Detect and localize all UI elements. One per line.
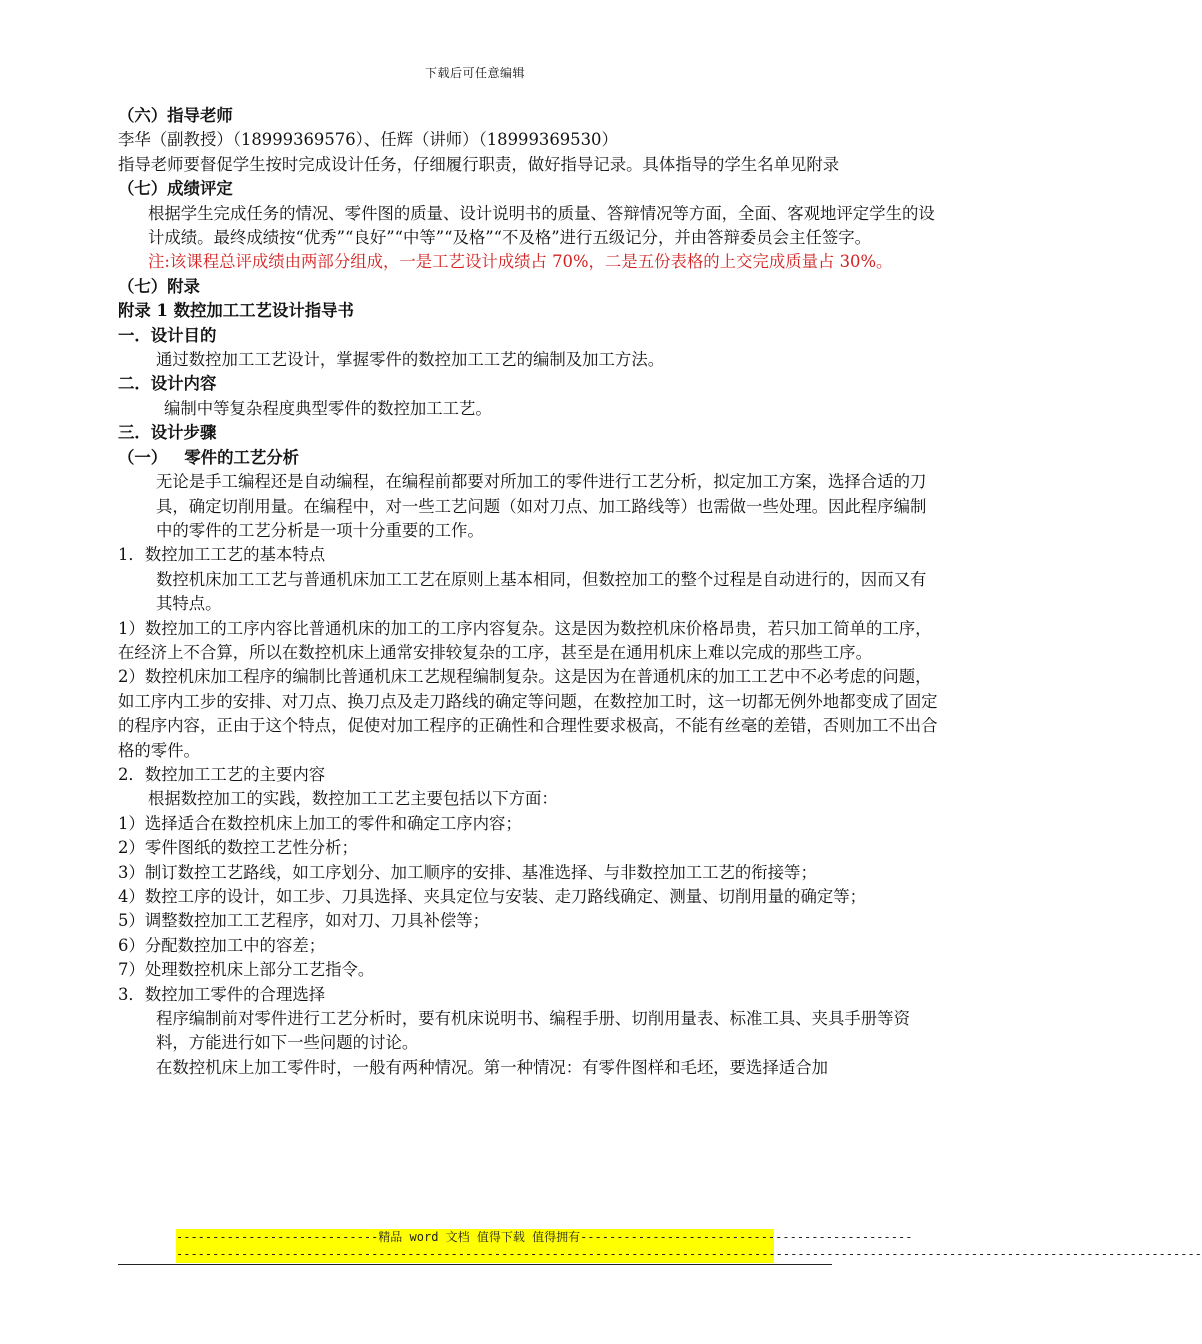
document-body bbox=[118, 104, 942, 1080]
page-header: 下载后可任意编辑 bbox=[424, 66, 525, 80]
list-item: 1）数控加工的工序内容比普通机床的加工的工序内容复杂。这是因为数控机床价格昂贵，若只加工简单的工序，在经济上不合算，所以在数控机床上通常安排较复杂的工序，甚至是在通用机床上难以完成的那些工序。 bbox=[118, 618, 932, 662]
list-item: 3）制订数控工艺路线，如工序划分、加工顺序的安排、基准选择、与非数控加工工艺的衔接等； bbox=[118, 862, 817, 882]
numbered-heading: 2．数控加工工艺的主要内容 bbox=[118, 764, 326, 784]
paragraph: 根据数控加工的实践，数控加工工艺主要包括以下方面： bbox=[148, 789, 558, 809]
numbered-heading: 1．数控加工工艺的基本特点 bbox=[118, 545, 326, 565]
footer-dash-line: ---------------------------------------------------------------------------------------------------------------------------------------------- bbox=[176, 1247, 1202, 1261]
paragraph: 无论是手工编程还是自动编程，在编程前都要对所加工的零件进行工艺分析，拟定加工方案，选择合适的刀具，确定切削用量。在编程中，对一些工艺问题（如对刀点、加工路线等）也需做一些处理。因此程序编制中的零件的工艺分析是一项十分重要的工作。 bbox=[156, 472, 927, 540]
section-heading-instructors: （六）指导老师 bbox=[118, 106, 233, 125]
instructor-names: 李华（副教授）（18999369576）、任辉（讲师）（18999369530） bbox=[118, 130, 618, 150]
paragraph: 数控机床加工工艺与普通机床加工工艺在原则上基本相同，但数控加工的整个过程是自动进行的，因而又有其特点。 bbox=[156, 569, 927, 614]
list-item: 2）零件图纸的数控工艺性分析； bbox=[118, 838, 358, 858]
list-item: 7）处理数控机床上部分工艺指令。 bbox=[118, 960, 375, 980]
subheading-part-analysis: （一） 零件的工艺分析 bbox=[118, 447, 300, 467]
list-item: 2）数控机床加工程序的编制比普通机床工艺规程编制复杂。这是因为在普通机床的加工工艺中不必考虑的问题，如工序内工步的安排、对刀点、换刀点及走刀路线的确定等问题，在数控加工时，这一切都无例外地都变成了固定的程序内容，正由于这个特点，促使对加工程序的正确性和合理性要求极高，不能有丝毫的差错，否则加工不出合格的零件。 bbox=[118, 667, 938, 760]
list-item: 5）调整数控加工工艺程序，如对刀、刀具补偿等； bbox=[118, 911, 490, 931]
heading-design-steps: 三．设计步骤 bbox=[118, 423, 217, 443]
heading-design-content: 二．设计内容 bbox=[118, 374, 217, 394]
grading-note: 注:该课程总评成绩由两部分组成，一是工艺设计成绩占 70%，二是五份表格的上交完成质量占 30%。 bbox=[148, 252, 893, 272]
paragraph: 指导老师要督促学生按时完成设计任务，仔细履行职责，做好指导记录。具体指导的学生名单见附录 bbox=[118, 154, 840, 174]
paragraph: 编制中等复杂程度典型零件的数控加工工艺。 bbox=[164, 398, 492, 418]
section-heading-grading: （七）成绩评定 bbox=[118, 179, 233, 199]
numbered-heading: 3．数控加工零件的合理选择 bbox=[118, 984, 326, 1004]
paragraph: 通过数控加工工艺设计，掌握零件的数控加工工艺的编制及加工方法。 bbox=[156, 350, 665, 370]
footer-banner: ----------------------------精品 word 文档 值得下载 值得拥有---------------------------------------------- bbox=[176, 1230, 913, 1244]
paragraph: 根据学生完成任务的情况、零件图的质量、设计说明书的质量、答辩情况等方面，全面、客观地评定学生的设计成绩。最终成绩按“优秀”“良好”“中等”“及格”“不及格”进行五级记分，并由答辩委员会主任签字。 bbox=[148, 203, 935, 248]
list-item: 6）分配数控加工中的容差； bbox=[118, 935, 326, 955]
list-item: 4）数控工序的设计，如工步、刀具选择、夹具定位与安装、走刀路线确定、测量、切削用量的确定等； bbox=[118, 887, 867, 906]
list-item: 1）选择适合在数控机床上加工的零件和确定工序内容； bbox=[118, 813, 522, 833]
footer-rule bbox=[118, 1264, 832, 1265]
appendix-title: 附录 1 数控加工工艺设计指导书 bbox=[118, 301, 354, 321]
paragraph: 程序编制前对零件进行工艺分析时，要有机床说明书、编程手册、切削用量表、标准工具、夹具手册等资料，方能进行如下一些问题的讨论。 bbox=[156, 1009, 910, 1053]
heading-design-purpose: 一．设计目的 bbox=[118, 325, 217, 345]
section-heading-appendix: （七）附录 bbox=[118, 276, 200, 296]
paragraph: 在数控机床上加工零件时，一般有两种情况。第一种情况：有零件图样和毛坯，要选择适合加 bbox=[156, 1057, 829, 1077]
